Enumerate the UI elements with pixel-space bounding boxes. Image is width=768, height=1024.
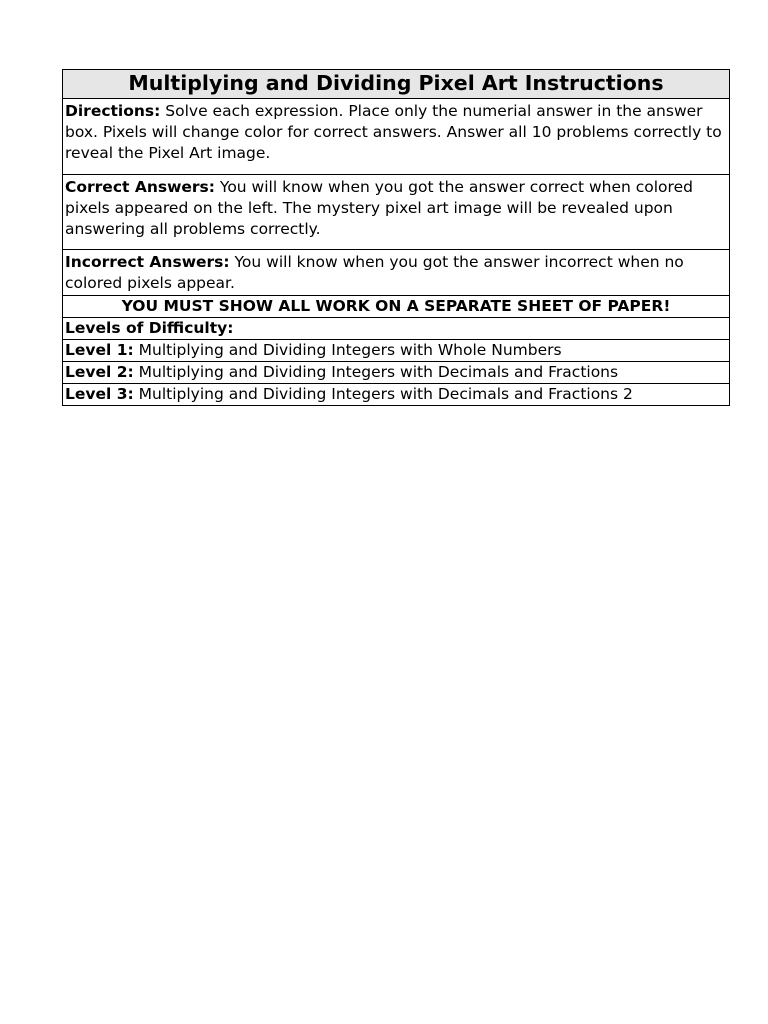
directions-cell <box>63 99 730 175</box>
incorrect-answers-cell <box>63 250 730 296</box>
level-3-cell <box>63 384 730 406</box>
directions-row <box>63 99 730 175</box>
levels-heading: Levels of Difficulty: <box>63 318 730 340</box>
incorrect-answers-row <box>63 250 730 296</box>
level-label: Level 1: <box>65 341 134 359</box>
work-notice: YOU MUST SHOW ALL WORK ON A SEPARATE SHEET OF PAPER! <box>63 296 730 318</box>
directions-text: Solve each expression. Place only the numerial answer in the answer box. Pixels will change color for correct answers. Answer all 10 problems correctly to reveal the Pixel Art image. <box>65 102 722 162</box>
incorrect-answers-text: You will know when you got the answer incorrect when no colored pixels appear. <box>65 253 684 292</box>
level-text: Multiplying and Dividing Integers with Decimals and Fractions <box>133 363 619 381</box>
incorrect-answers-label: Incorrect Answers: <box>65 253 230 271</box>
directions-label: Directions: <box>65 102 161 120</box>
level-1-cell <box>63 340 730 362</box>
level-row <box>63 340 730 362</box>
correct-answers-label: Correct Answers: <box>65 178 215 196</box>
page-title: Multiplying and Dividing Pixel Art Instructions <box>63 70 730 99</box>
level-row <box>63 362 730 384</box>
level-label: Level 3: <box>65 385 134 403</box>
correct-answers-text: You will know when you got the answer correct when colored pixels appeared on the left. The mystery pixel art image will be revealed upon answering all problems correctly. <box>65 178 693 238</box>
level-text: Multiplying and Dividing Integers with Whole Numbers <box>133 341 562 359</box>
levels-heading-row <box>63 318 730 340</box>
work-notice-row <box>63 296 730 318</box>
level-label: Level 2: <box>65 363 134 381</box>
level-text: Multiplying and Dividing Integers with Decimals and Fractions 2 <box>133 385 633 403</box>
title-row <box>63 70 730 99</box>
instructions-table <box>62 69 730 406</box>
correct-answers-row <box>63 175 730 250</box>
level-row <box>63 384 730 406</box>
correct-answers-cell <box>63 175 730 250</box>
level-2-cell <box>63 362 730 384</box>
